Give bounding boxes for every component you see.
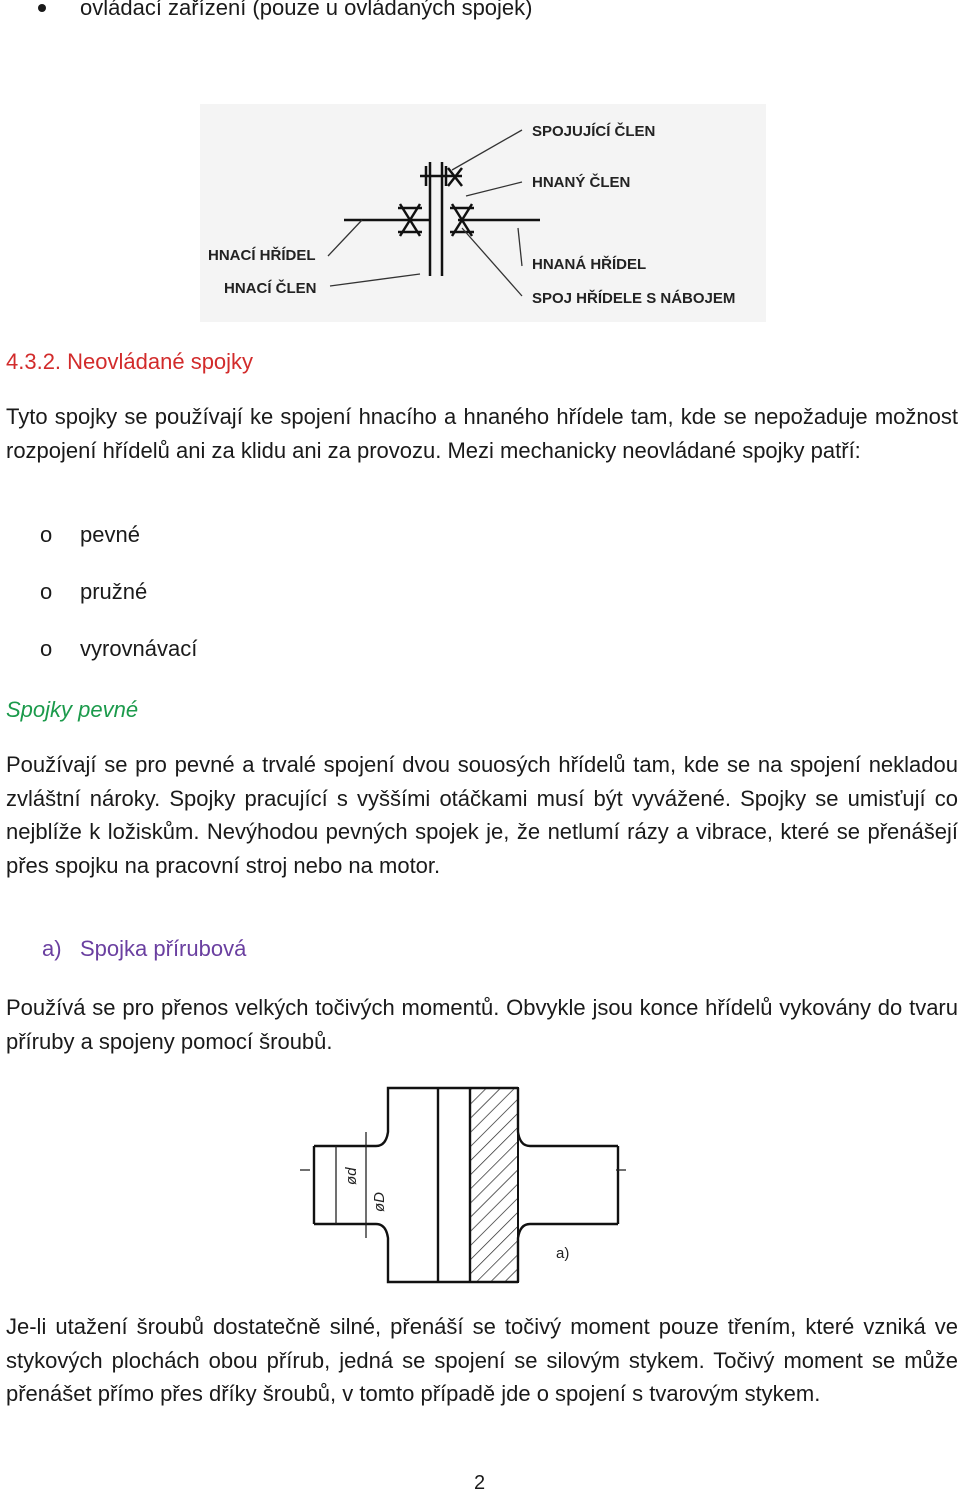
label-hnaci-clen: HNACÍ ČLEN [224,280,317,297]
section-heading: 4.3.2. Neovládané spojky [6,349,254,374]
item-a-label: Spojka přírubová [80,936,247,961]
list-marker: o [40,579,53,604]
coupling-schematic-svg [200,104,766,322]
list-marker: o [40,522,53,547]
page-number: 2 [474,1472,486,1494]
intro-paragraph: Tyto spojky se používají ke spojení hnacího a hnaného hřídele tam, kde se nepožaduje možnost rozpojení hřídelů ani za klidu ani za provozu. Mezi mechanicky neovládané spojky patří: [6,404,958,463]
list-label: pevné [80,522,140,547]
list-marker: o [40,636,53,661]
list-label: vyrovnávací [80,636,198,661]
types-list [0,522,400,672]
label-hnana-hridel: HNANÁ HŘÍDEL [532,256,647,273]
label-D: øD [371,1192,388,1212]
list-item [0,579,400,612]
item-a-heading [0,936,400,969]
label-d: ød [343,1167,360,1185]
prirubova-paragraph: Používá se pro přenos velkých točivých momentů. Obvykle jsou konce hřídelů vykovány do tvaru příruby a spojeny pomocí šroubů. [6,995,958,1054]
bullet-icon [38,4,46,12]
list-item [0,522,400,555]
list-label: pružné [80,579,148,604]
flange-coupling-svg [296,1080,640,1290]
label-spoj-hridele: SPOJ HŘÍDELE S NÁBOJEM [532,290,736,307]
label-hnaci-hridel: HNACÍ HŘÍDEL [208,247,316,264]
label-a: a) [556,1245,570,1262]
label-hnany-clen: HNANÝ ČLEN [532,174,631,191]
flange-coupling-drawing [296,1080,640,1290]
final-paragraph: Je-li utažení šroubů dostatečně silné, přenáší se točivý moment pouze třením, které vzniká ve stykových plochách obou přírub, jedná se spojení se silovým stykem. Točivý moment se může přenášet přímo přes dříky šroubů, v tomto případě jde o spojení s tvarovým stykem. [6,1314,958,1406]
top-bullet-item [0,0,960,30]
list-item [0,636,400,669]
pevne-paragraph: Používají se pro pevné a trvalé spojení dvou souosých hřídelů tam, kde se na spojení nekladou zvláštní nároky. Spojky pracující s vyššími otáčkami musí být vyvážené. Spojky se umisťují co nejblíže k ložiskům. Nevýhodou pevných spojek je, že netlumí rázy a vibrace, které se přenášejí přes spojku na pracovní stroj nebo na motor. [6,752,958,878]
coupling-schematic [200,104,766,322]
top-bullet-text: ovládací zařízení (pouze u ovládaných spojek) [80,0,533,20]
item-a-marker: a) [42,936,62,961]
subheading-spojky-pevne: Spojky pevné [6,697,139,722]
label-spojujici-clen: SPOJUJÍCÍ ČLEN [532,123,656,140]
